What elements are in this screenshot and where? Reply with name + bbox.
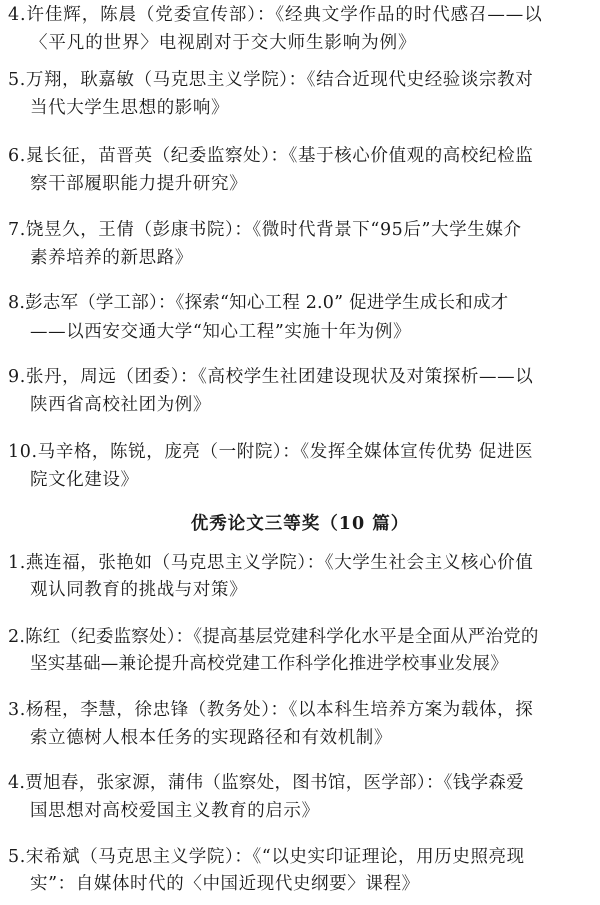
section-heading: 优秀论文三等奖（10 篇）: [190, 514, 410, 534]
entry-line: 7.饶昱久，王倩（彭康书院）：《微时代背景下“95后”大学生媒介: [8, 220, 522, 240]
entry-line: 院文化建设》: [30, 470, 139, 490]
entry-line: 〈平凡的世界〉电视剧对于交大师生影响为例》: [30, 33, 417, 53]
entry-line: 坚实基础—兼论提升高校党建工作科学化推进学校事业发展》: [30, 654, 508, 674]
entry-line: 陕西省高校社团为例》: [30, 395, 211, 415]
entry-line: 当代大学生思想的影响》: [30, 98, 230, 118]
entry-line: 3.杨程，李慧，徐忠锋（教务处）：《以本科生培养方案为载体，探: [8, 700, 534, 720]
entry-line: 6.晁长征，苗晋英（纪委监察处）：《基于核心价值观的高校纪检监: [8, 146, 534, 166]
entry-line: ——以西安交通大学“知心工程”实施十年为例》: [30, 322, 412, 342]
entry-line: 素养培养的新思路》: [30, 248, 193, 268]
entry-line: 4.贾旭春，张家源，蒲伟（监察处，图书馆，医学部）：《钱学森爱: [8, 773, 524, 793]
entry-line: 索立德树人根本任务的实现路径和有效机制》: [30, 728, 392, 748]
entry-line: 2.陈红（纪委监察处）：《提高基层党建科学化水平是全面从严治党的: [8, 627, 539, 647]
entry-line: 10.马辛格，陈锐，庞亮（一附院）：《发挥全媒体宣传优势 促进医: [8, 442, 534, 462]
entry-line: 9.张丹，周远（团委）：《高校学生社团建设现状及对策探析——以: [8, 367, 534, 387]
entry-line: 1.燕连福，张艳如（马克思主义学院）：《大学生社会主义核心价值: [8, 553, 534, 573]
entry-line: 5.宋希斌（马克思主义学院）：《“以史实印证理论，用历史照亮现: [8, 847, 525, 867]
entry-line: 4.许佳辉，陈晨（党委宣传部）：《经典文学作品的时代感召——以: [8, 5, 543, 25]
entry-line: 8.彭志军（学工部）：《探索“知心工程 2.0” 促进学生成长和成才: [8, 293, 509, 313]
entry-line: 实”：自媒体时代的〈中国近现代史纲要〉课程》: [30, 874, 420, 894]
entry-line: 察干部履职能力提升研究》: [30, 174, 248, 194]
entry-line: 5.万翔，耿嘉敏（马克思主义学院）：《结合近现代史经验谈宗教对: [8, 70, 534, 90]
entry-line: 观认同教育的挑战与对策》: [30, 580, 248, 600]
entry-line: 国思想对高校爱国主义教育的启示》: [30, 801, 320, 821]
